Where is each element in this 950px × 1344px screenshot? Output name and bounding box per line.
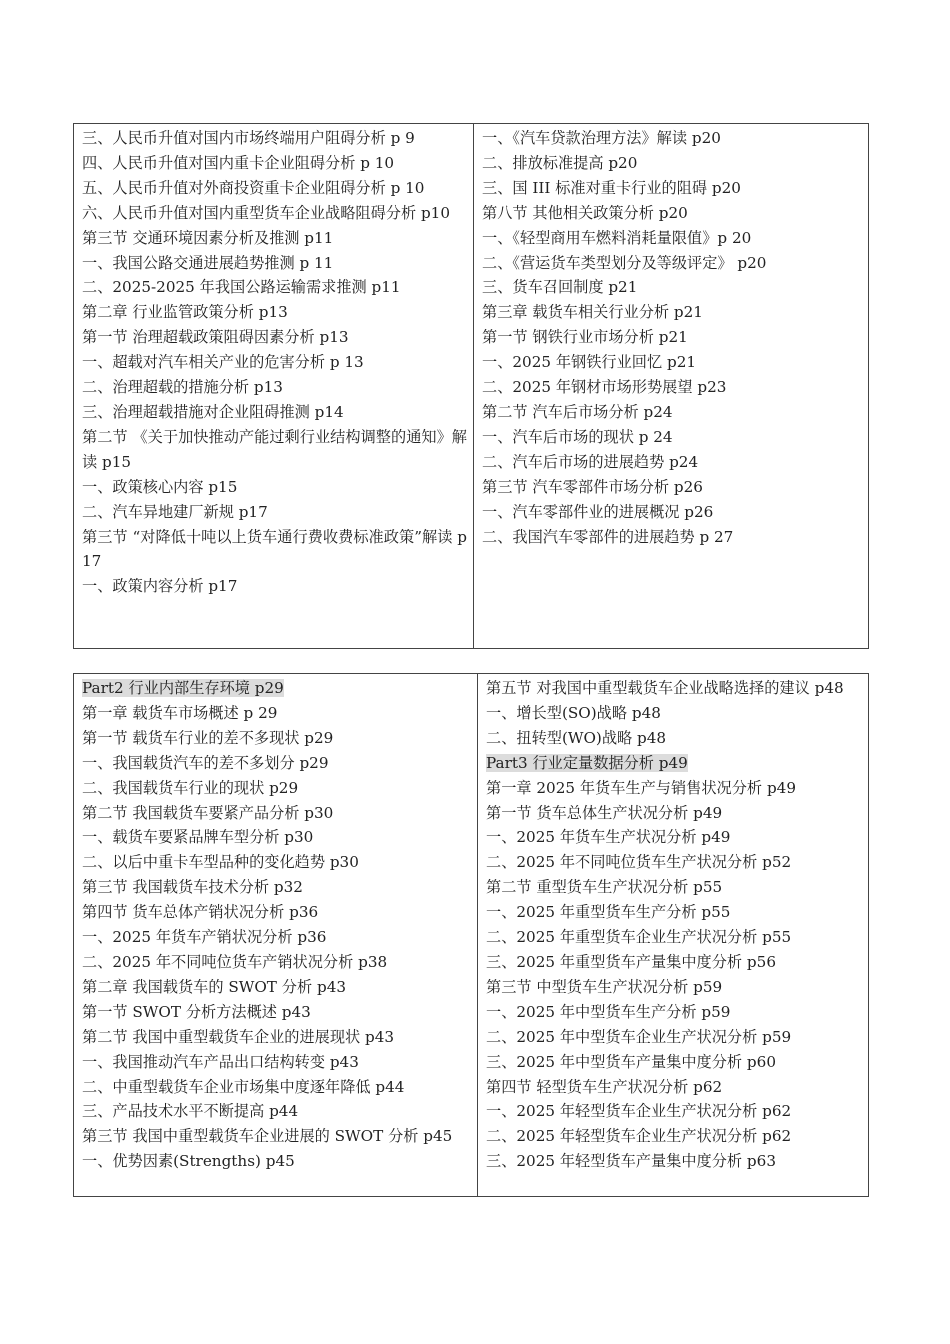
- toc-entry: 二、2025-2025 年我国公路运输需求推测 p11: [82, 278, 401, 297]
- toc-entry: 第三章 载货车相关行业分析 p21: [482, 303, 703, 322]
- toc-entry: 一、2025 年轻型货车企业生产状况分析 p62: [486, 1102, 792, 1121]
- toc-entry: 一、我国公路交通进展趋势推测 p 11: [82, 253, 334, 272]
- toc-entry: 第三节 我国中重型载货车企业进展的 SWOT 分析 p45: [82, 1127, 453, 1146]
- toc-entry: 第四节 轻型货车生产状况分析 p62: [486, 1077, 723, 1096]
- toc-entry: 第一节 载货车行业的差不多现状 p29: [82, 728, 334, 747]
- toc-entry: 第二节 汽车后市场分析 p24: [482, 402, 673, 421]
- toc-entry: 三、2025 年轻型货车产量集中度分析 p63: [486, 1152, 776, 1171]
- toc-entry: 一、2025 年货车产销状况分析 p36: [82, 928, 327, 947]
- toc-entry: 三、产品技术水平不断提高 p44: [82, 1102, 299, 1121]
- toc-entry: 一、《轻型商用车燃料消耗量限值》p 20: [482, 228, 752, 247]
- toc-entry: 二、我国汽车零部件的进展趋势 p 27: [482, 527, 734, 546]
- toc-entry: 三、2025 年重型货车产量集中度分析 p56: [486, 952, 776, 971]
- toc-entry: 第二节 《关于加快推动产能过剩行业结构调整的通知》解读 p15: [82, 427, 467, 471]
- toc-column-left: [74, 124, 474, 648]
- toc-entry: 一、2025 年重型货车生产分析 p55: [486, 903, 731, 922]
- toc-entry: 五、人民币升值对外商投资重卡企业阻碍分析 p 10: [82, 178, 425, 197]
- toc-entries: [486, 776, 862, 1175]
- toc-entry: 第五节 对我国中重型载货车企业战略选择的建议 p48: [486, 679, 844, 697]
- toc-entry: 二、排放标准提高 p20: [482, 153, 638, 172]
- toc-entry: 一、汽车后市场的现状 p 24: [482, 427, 673, 446]
- toc-entry: 二、2025 年不同吨位货车产销状况分析 p38: [82, 952, 388, 971]
- toc-entry: 二、2025 年不同吨位货车生产状况分析 p52: [486, 853, 792, 872]
- toc-entry: 第一章 载货车市场概述 p 29: [82, 703, 278, 722]
- toc-entry: 一、《汽车贷款治理方法》解读 p20: [482, 129, 721, 147]
- toc-entry: 第二节 我国载货车要紧产品分析 p30: [82, 803, 334, 822]
- toc-column-right: [474, 124, 868, 648]
- toc-entry: 二、2025 年重型货车企业生产状况分析 p55: [486, 928, 792, 947]
- toc-entry: 第二节 我国中重型载货车企业的进展现状 p43: [82, 1027, 395, 1046]
- toc-entry: 二、中重型载货车企业市场集中度逐年降低 p44: [82, 1077, 405, 1096]
- toc-entry: 二、汽车后市场的进展趋势 p24: [482, 452, 699, 471]
- toc-entry: 六、人民币升值对国内重型货车企业战略阻碍分析 p10: [82, 203, 451, 222]
- toc-entry: 三、人民币升值对国内市场终端用户阻碍分析 p 9: [82, 129, 415, 147]
- toc-entry: 二、2025 年轻型货车企业生产状况分析 p62: [486, 1127, 792, 1146]
- toc-entry: 第一节 治理超载政策阻碍因素分析 p13: [82, 328, 349, 347]
- toc-entry: 一、2025 年中型货车生产分析 p59: [486, 1002, 731, 1021]
- part-heading: Part3 行业定量数据分析 p49: [486, 753, 688, 772]
- toc-entry: 三、2025 年中型货车产量集中度分析 p60: [486, 1052, 776, 1071]
- toc-entry: 第二节 重型货车生产状况分析 p55: [486, 878, 723, 897]
- toc-entry: 二、我国载货车行业的现状 p29: [82, 778, 299, 797]
- toc-entry: 一、我国载货汽车的差不多划分 p29: [82, 753, 329, 772]
- toc-entry: 第八节 其他相关政策分析 p20: [482, 203, 688, 222]
- toc-table-1: [73, 123, 869, 649]
- toc-entry: 二、《营运货车类型划分及等级评定》 p20: [482, 253, 767, 272]
- toc-entry: 一、优势因素(Strengths) p45: [82, 1152, 295, 1171]
- toc-entry: 第一章 2025 年货车生产与销售状况分析 p49: [486, 778, 796, 797]
- toc-entry: 四、人民币升值对国内重卡企业阻碍分析 p 10: [82, 153, 395, 172]
- toc-entry: 三、国 III 标准对重卡行业的阻碍 p20: [482, 178, 741, 197]
- toc-entry: 第三节 我国载货车技术分析 p32: [82, 878, 303, 897]
- toc-entry: 第三节 汽车零部件市场分析 p26: [482, 477, 703, 496]
- toc-entry: 一、2025 年货车生产状况分析 p49: [486, 828, 731, 847]
- toc-entry: 第一节 钢铁行业市场分析 p21: [482, 328, 688, 347]
- toc-entry: 第一节 SWOT 分析方法概述 p43: [82, 1002, 311, 1021]
- toc-entry: 一、汽车零部件业的进展概况 p26: [482, 502, 714, 521]
- toc-entry: 第四节 货车总体产销状况分析 p36: [82, 903, 319, 922]
- toc-entry: 一、政策核心内容 p15: [82, 477, 238, 496]
- toc-entry: 二、扭转型(WO)战略 p48: [486, 728, 667, 747]
- toc-entry: 三、货车召回制度 p21: [482, 278, 638, 297]
- toc-entries: [486, 676, 862, 751]
- toc-table-2: [73, 673, 869, 1197]
- toc-entry: 第二章 行业监管政策分析 p13: [82, 303, 288, 322]
- toc-entry: 二、治理超载的措施分析 p13: [82, 378, 283, 397]
- toc-entries: [82, 701, 471, 1174]
- toc-entry: 一、增长型(SO)战略 p48: [486, 703, 661, 722]
- toc-entry: 二、以后中重卡车型品种的变化趋势 p30: [82, 853, 359, 872]
- toc-entry: 一、2025 年钢铁行业回忆 p21: [482, 353, 697, 372]
- toc-entry: 二、2025 年中型货车企业生产状况分析 p59: [486, 1027, 792, 1046]
- toc-entry: 第三节 中型货车生产状况分析 p59: [486, 977, 723, 996]
- toc-column-right: [478, 674, 868, 1196]
- toc-entry: 第一节 货车总体生产状况分析 p49: [486, 803, 723, 822]
- toc-entry: 一、超载对汽车相关产业的危害分析 p 13: [82, 353, 364, 372]
- toc-column-left: [74, 674, 478, 1196]
- toc-entry: 一、载货车要紧品牌车型分析 p30: [82, 828, 314, 847]
- toc-entry: 第三节 交通环境因素分析及推测 p11: [82, 228, 334, 247]
- toc-entry: 第三节 “对降低十吨以上货车通行费收费标准政策”解读 p17: [82, 527, 467, 571]
- toc-entry: 第二章 我国载货车的 SWOT 分析 p43: [82, 977, 347, 996]
- toc-entry: 一、我国推动汽车产品出口结构转变 p43: [82, 1052, 359, 1071]
- toc-entry: 二、汽车异地建厂新规 p17: [82, 502, 268, 521]
- toc-entry: 二、2025 年钢材市场形势展望 p23: [482, 378, 727, 397]
- part-heading: Part2 行业内部生存环境 p29: [82, 679, 284, 697]
- toc-entry: 三、治理超载措施对企业阻碍推测 p14: [82, 402, 344, 421]
- toc-entry: 一、政策内容分析 p17: [82, 577, 238, 596]
